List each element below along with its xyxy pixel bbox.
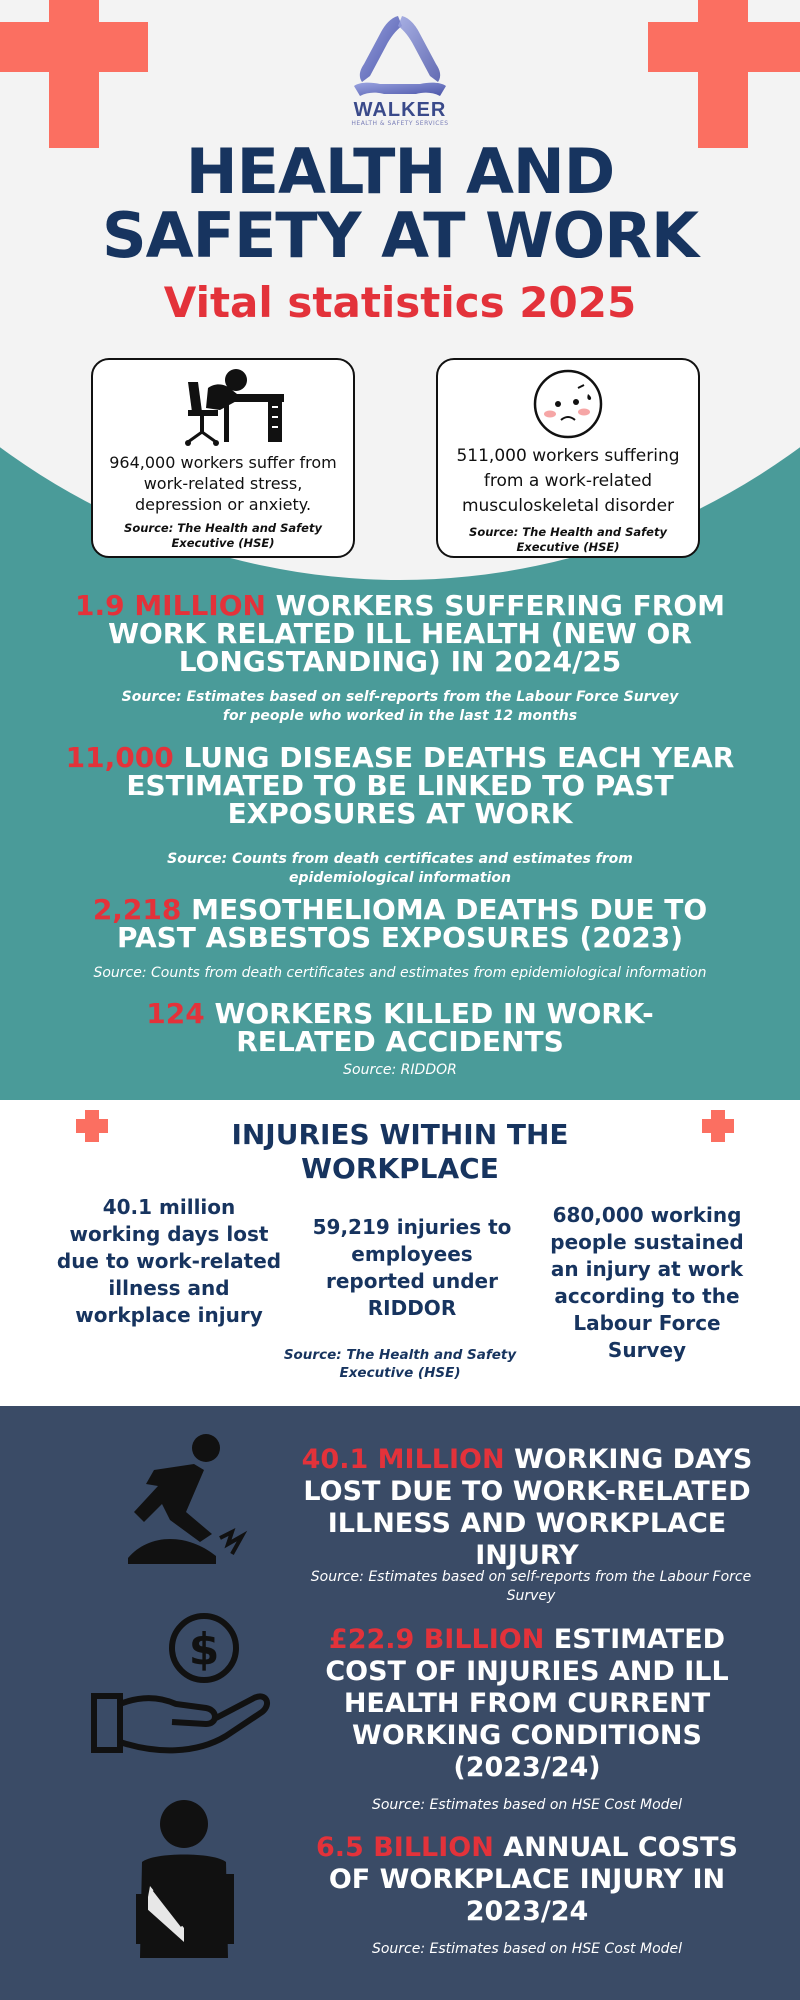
stat-text: ESTIMATED COST OF INJURIES AND ILL HEALTH FROM CURRENT WORKING CONDITIONS (2023/24) xyxy=(325,1624,729,1783)
stat-text: LUNG DISEASE DEATHS EACH YEAR ESTIMATED TO BE LINKED TO PAST EXPOSURES AT WORK xyxy=(126,741,735,830)
stat-highlight: 6.5 BILLION xyxy=(315,1832,494,1863)
stat-ill-health xyxy=(40,589,760,678)
stat-text: WORKERS SUFFERING FROM WORK RELATED ILL HEALTH (NEW OR LONGSTANDING) IN 2024/25 xyxy=(108,589,726,678)
stat-highlight: £22.9 BILLION xyxy=(328,1624,545,1655)
hand-money-icon xyxy=(86,1608,276,1758)
bottom-stat-source: Source: Estimates based on HSE Cost Model xyxy=(371,1797,683,1813)
hands-triangle-icon xyxy=(340,12,460,100)
stat-source: Source: RIDDOR xyxy=(343,1062,457,1078)
card-text: 964,000 workers suffer from work-related stress, depression or anxiety. xyxy=(109,453,337,514)
walker-logo xyxy=(330,12,470,137)
worried-face-icon xyxy=(532,368,604,440)
falling-person-icon xyxy=(108,1430,258,1580)
page-title-line1: HEALTH AND xyxy=(185,135,615,208)
desk-worker-icon xyxy=(158,368,288,448)
logo-name: WALKER xyxy=(353,99,447,121)
page-subtitle: Vital statistics 2025 xyxy=(163,278,637,327)
stat-text: WORKERS KILLED IN WORK-RELATED ACCIDENTS xyxy=(204,997,654,1058)
stat-workers-killed xyxy=(140,997,660,1058)
red-cross-icon-vertical xyxy=(711,1110,725,1142)
injury-column: 680,000 working people sustained an injury at work according to the Labour Force Survey xyxy=(550,1203,744,1362)
costs-section xyxy=(0,1406,800,2000)
injury-column: 59,219 injuries to employees reported under RIDDOR xyxy=(312,1215,512,1320)
stat-source: Source: Counts from death certificates and estimates from epidemiological information xyxy=(93,965,707,981)
bottom-stat-injury-cost xyxy=(292,1832,762,1928)
card-source: Source: The Health and Safety Executive (HSE) xyxy=(124,521,322,550)
stat-mesothelioma xyxy=(60,893,740,954)
red-cross-icon-vertical xyxy=(49,0,99,148)
stat-text: MESOTHELIOMA DEATHS DUE TO PAST ASBESTOS EXPOSURES (2023) xyxy=(117,893,708,954)
injuries-source: Source: The Health and Safety Executive (HSE) xyxy=(283,1347,517,1381)
stat-highlight: 11,000 xyxy=(65,741,174,774)
bottom-stat-days-lost xyxy=(292,1444,762,1572)
card-source: Source: The Health and Safety Executive (HSE) xyxy=(469,525,667,554)
svg-text:$: $ xyxy=(188,1624,220,1675)
injury-column: 40.1 million working days lost due to work-related illness and workplace injury xyxy=(56,1195,282,1327)
stress-card xyxy=(91,358,355,558)
stat-text: ANNUAL COSTS OF WORKPLACE INJURY IN 2023/24 xyxy=(328,1832,739,1927)
injuries-title: INJURIES WITHIN THE WORKPLACE xyxy=(231,1118,569,1185)
msd-card xyxy=(436,358,700,558)
stat-highlight: 1.9 MILLION xyxy=(74,589,266,622)
injuries-section xyxy=(0,1100,800,1406)
card-text: 511,000 workers suffering from a work-related musculoskeletal disorder xyxy=(456,446,680,516)
bottom-stat-source: Source: Estimates based on HSE Cost Model xyxy=(371,1941,683,1957)
page-title-line2: SAFETY AT WORK xyxy=(101,199,699,272)
red-cross-icon-vertical xyxy=(85,1110,99,1142)
stat-source: Source: Counts from death certificates and estimates from epidemiological information xyxy=(167,851,633,886)
injured-arm-person-icon xyxy=(124,1798,244,1968)
red-cross-icon-vertical xyxy=(698,0,748,148)
logo-subtitle: HEALTH & SAFETY SERVICES xyxy=(351,120,449,127)
stat-highlight: 2,218 xyxy=(92,893,182,926)
stat-highlight: 124 xyxy=(146,997,205,1030)
bottom-stat-cost xyxy=(292,1624,762,1784)
stat-text: WORKING DAYS LOST DUE TO WORK-RELATED ILLNESS AND WORKPLACE INJURY xyxy=(303,1444,753,1571)
stat-source: Source: Estimates based on self-reports from the Labour Force Survey for people who worked in the last 12 months xyxy=(121,689,679,724)
stat-highlight: 40.1 MILLION xyxy=(301,1444,505,1475)
stat-lung-disease xyxy=(50,741,750,830)
bottom-stat-source: Source: Estimates based on self-reports from the Labour Force Survey xyxy=(310,1569,752,1604)
